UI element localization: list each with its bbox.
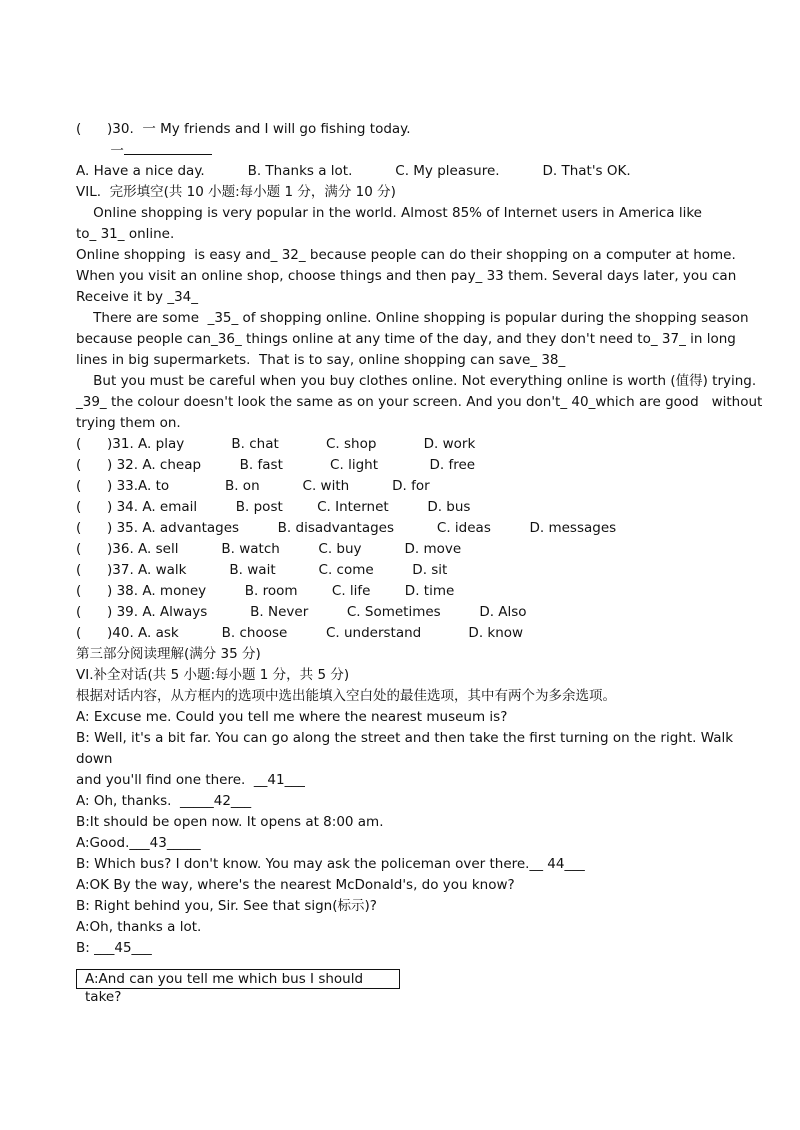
section-6-heading: VI.补全对话(共 5 小题:每小题 1 分，共 5 分) xyxy=(76,667,350,683)
passage-line: Online shopping is very popular in the world. Almost 85% of Internet users in America like xyxy=(76,205,702,221)
dialogue-line: B: ___45___ xyxy=(76,940,152,956)
question-30-reply xyxy=(76,140,740,161)
part-3-heading: 第三部分阅读理解(满分 35 分) xyxy=(76,646,261,662)
question-37: ( )37. A. walk B. wait C. come D. sit xyxy=(76,562,448,578)
passage-line: trying them on. xyxy=(76,415,181,431)
section-6-instruction: 根据对话内容，从方框内的选项中选出能填入空白处的最佳选项，其中有两个为多余选项。 xyxy=(76,688,616,704)
question-31: ( )31. A. play B. chat C. shop D. work xyxy=(76,436,476,452)
option-box: A:And can you tell me which bus I should take? xyxy=(76,969,400,989)
cloze-passage xyxy=(76,203,763,434)
dialogue-line: and you'll find one there. __41___ xyxy=(76,772,305,788)
question-33: ( ) 33.A. to B. on C. with D. for xyxy=(76,478,430,494)
question-30-options: A. Have a nice day. B. Thanks a lot. C. My pleasure. D. That's OK. xyxy=(76,163,631,179)
dialogue-line: A:OK By the way, where's the nearest McDonald's, do you know? xyxy=(76,877,515,893)
reply-dash: 一 xyxy=(110,143,124,159)
dialogue-line: A: Oh, thanks. _____42___ xyxy=(76,793,252,809)
question-36: ( )36. A. sell B. watch C. buy D. move xyxy=(76,541,462,557)
question-34: ( ) 34. A. email B. post C. Internet D. bus xyxy=(76,499,471,515)
passage-line: lines in big supermarkets. That is to say, online shopping can save_ 38_ xyxy=(76,352,566,368)
passage-line: But you must be careful when you buy clothes online. Not everything online is worth (值得) trying. xyxy=(76,373,757,389)
question-32: ( ) 32. A. cheap B. fast C. light D. free xyxy=(76,457,476,473)
dialogue-line: B: Well, it's a bit far. You can go along the street and then take the first turning on the right. Walk xyxy=(76,730,734,746)
question-40: ( )40. A. ask B. choose C. understand D. know xyxy=(76,625,524,641)
passage-line: Receive it by _34_ xyxy=(76,289,199,305)
dialogue-line: A:Oh, thanks a lot. xyxy=(76,919,202,935)
passage-line: There are some _35_ of shopping online. Online shopping is popular during the shopping season xyxy=(76,310,749,326)
dialogue-line: B: Which bus? I don't know. You may ask the policeman over there.__ 44___ xyxy=(76,856,585,872)
dialogue xyxy=(76,707,740,959)
passage-line: to_ 31_ online. xyxy=(76,226,175,242)
cloze-questions xyxy=(76,434,740,644)
dialogue-line: B:It should be open now. It opens at 8:00 am. xyxy=(76,814,384,830)
dialogue-line: A: Excuse me. Could you tell me where the nearest museum is? xyxy=(76,709,508,725)
question-30-stem: ( )30. 一 My friends and I will go fishing today. xyxy=(76,121,411,137)
passage-line: When you visit an online shop, choose things and then pay_ 33 them. Several days later, you can xyxy=(76,268,737,284)
passage-line: because people can_36_ things online at any time of the day, and they don't need to_ 37_ in long xyxy=(76,331,736,347)
passage-line: _39_ the colour doesn't look the same as on your screen. And you don't_ 40_which are good without xyxy=(76,394,763,410)
exam-sheet xyxy=(76,119,763,1005)
answer-blank xyxy=(124,140,212,155)
dialogue-line: down xyxy=(76,751,113,767)
question-39: ( ) 39. A. Always B. Never C. Sometimes D. Also xyxy=(76,604,527,620)
question-38: ( ) 38. A. money B. room C. life D. time xyxy=(76,583,455,599)
question-35: ( ) 35. A. advantages B. disadvantages C. ideas D. messages xyxy=(76,520,617,536)
section-7-heading: VIL. 完形填空(共 10 小题:每小题 1 分，满分 10 分) xyxy=(76,184,396,200)
dialogue-line: B: Right behind you, Sir. See that sign(标示)? xyxy=(76,898,377,914)
passage-line: Online shopping is easy and_ 32_ because people can do their shopping on a computer at home. xyxy=(76,247,736,263)
dialogue-line: A:Good.___43_____ xyxy=(76,835,201,851)
